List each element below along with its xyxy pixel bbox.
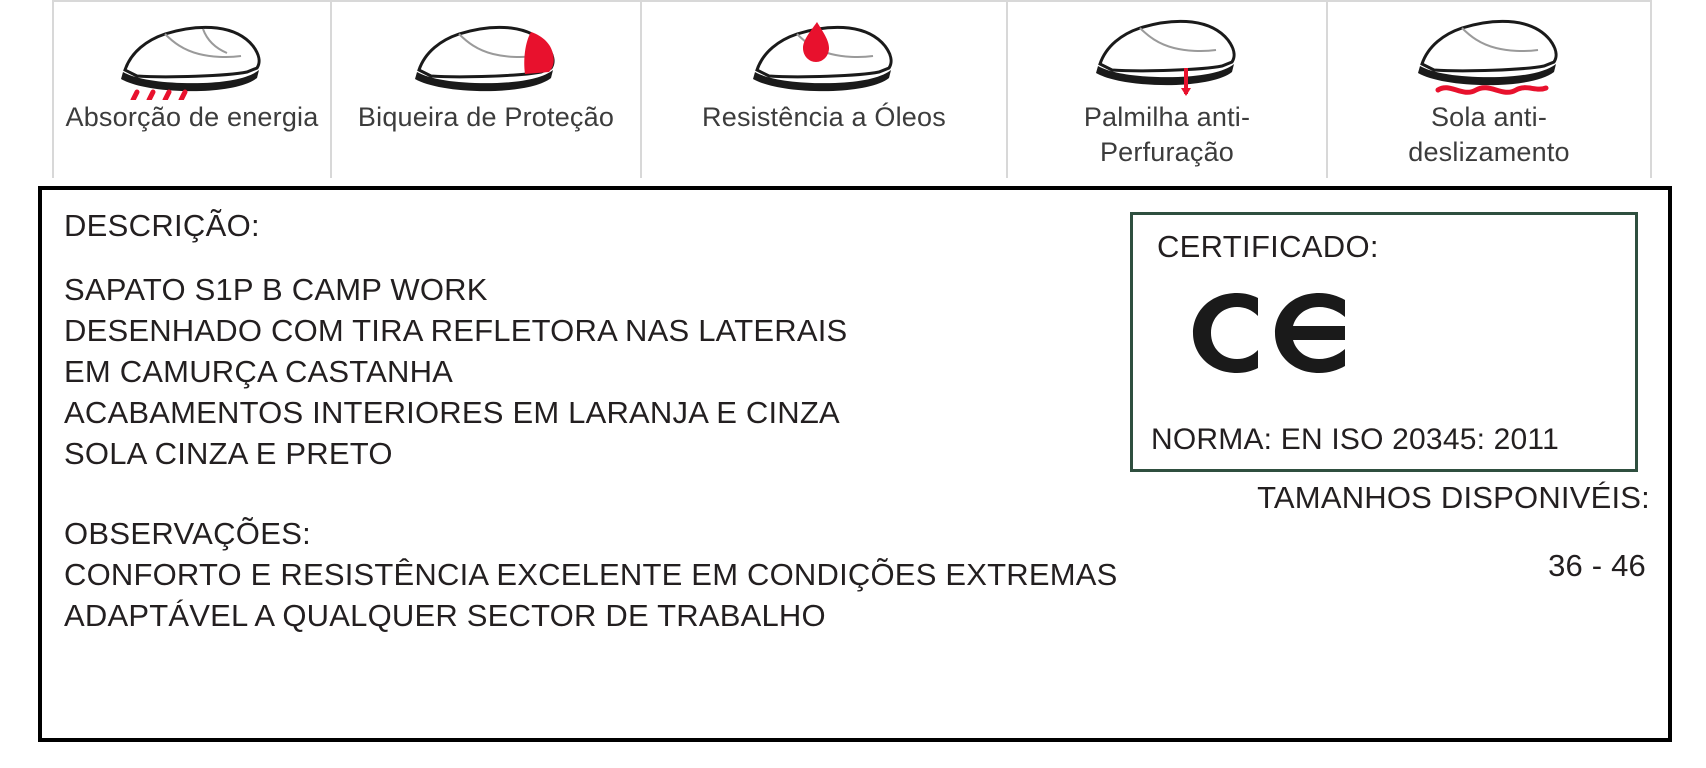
description-column	[64, 208, 1154, 636]
description-line: SOLA CINZA E PRETO	[64, 436, 393, 472]
description-box	[38, 186, 1672, 742]
feature-toe-cap	[330, 0, 640, 178]
certificate-box	[1130, 212, 1638, 472]
feature-label: Palmilha anti-Perfuração	[1083, 102, 1251, 167]
feature-label: Biqueira de Proteção	[357, 102, 615, 132]
feature-label: Resistência a Óleos	[702, 102, 946, 132]
description-line: ACABAMENTOS INTERIORES EM LARANJA E CINZA	[64, 395, 840, 431]
observations-line: ADAPTÁVEL A QUALQUER SECTOR DE TRABALHO	[64, 598, 826, 634]
feature-label: Absorção de energia	[65, 102, 319, 132]
feature-anti-slip-sole	[1326, 0, 1652, 178]
shoe-oil-resistance-icon	[739, 8, 909, 100]
feature-energy-absorption	[52, 0, 330, 178]
shoe-anti-perforation-insole-icon	[1082, 8, 1252, 100]
certificate-norm: NORMA: EN ISO 20345: 2011	[1151, 423, 1559, 456]
description-line: EM CAMURÇA CASTANHA	[64, 354, 454, 390]
sizes-value: 36 - 46	[1548, 548, 1646, 583]
certificate-title: CERTIFICADO:	[1157, 229, 1379, 264]
feature-label: Sola anti-deslizamento	[1408, 102, 1570, 167]
description-heading: DESCRIÇÃO:	[64, 208, 260, 243]
feature-anti-perforation-insole	[1006, 0, 1326, 178]
shoe-toe-cap-icon	[401, 8, 571, 100]
shoe-anti-slip-sole-icon	[1404, 8, 1574, 100]
ce-mark-icon	[1159, 277, 1379, 387]
feature-strip	[52, 0, 1652, 182]
description-line: DESENHADO COM TIRA REFLETORA NAS LATERAIS	[64, 312, 848, 348]
feature-oil-resistance	[640, 0, 1006, 178]
observations-line: CONFORTO E RESISTÊNCIA EXCELENTE EM CONDIÇÕES EXTREMAS	[64, 556, 1118, 592]
sizes-title: TAMANHOS DISPONIVÉIS:	[1257, 480, 1650, 515]
observations-heading: OBSERVAÇÕES:	[64, 515, 312, 551]
description-line: SAPATO S1P B CAMP WORK	[64, 271, 488, 307]
spacer	[64, 475, 1154, 513]
shoe-energy-absorption-icon	[107, 8, 277, 100]
